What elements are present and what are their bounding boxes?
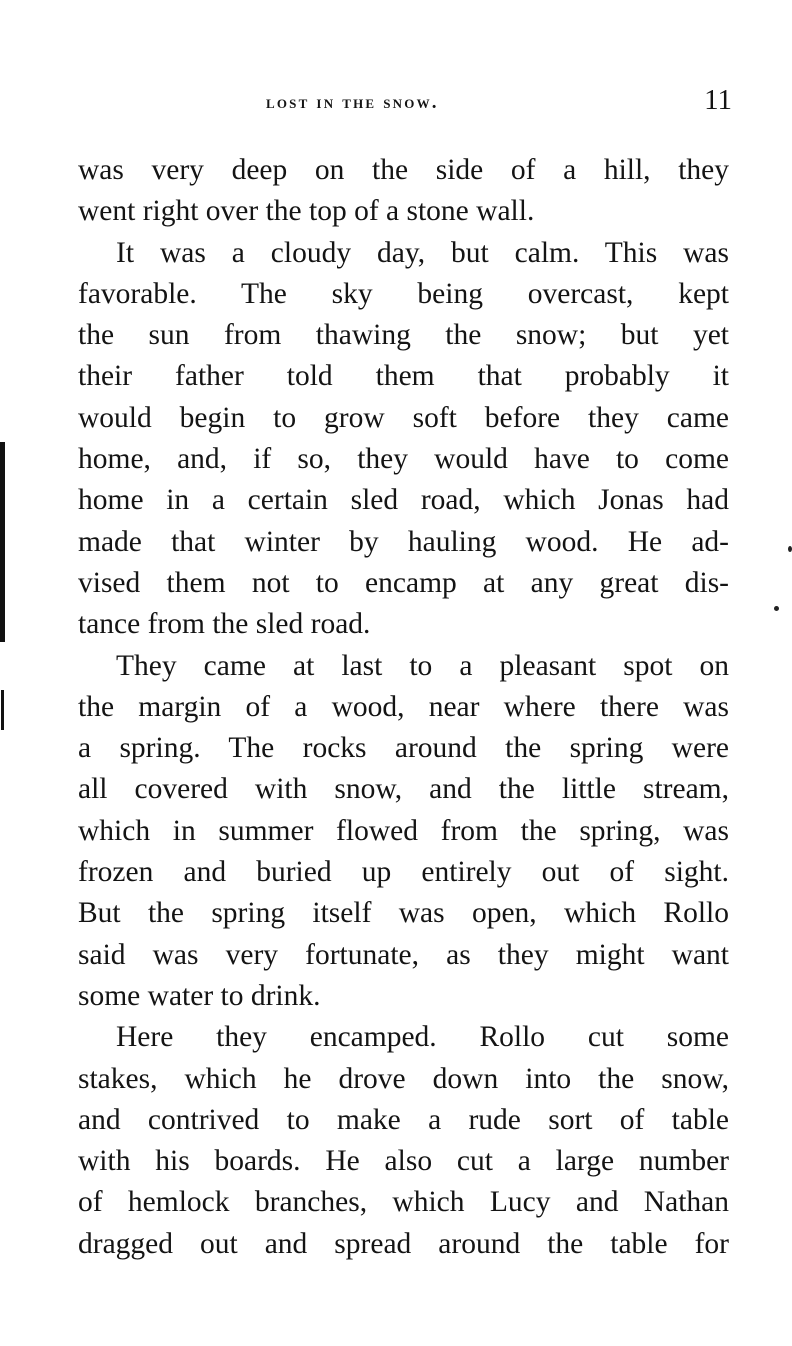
text-line: vised them not to encamp at any great dis- [78,566,729,599]
scan-speck [774,606,779,611]
text-line: But the spring itself was open, which Rollo [78,897,729,930]
text-line: a spring. The rocks around the spring were [78,732,729,765]
body-text [78,150,729,1265]
running-head [78,86,734,120]
scan-speck [788,546,792,552]
text-line: dragged out and spread around the table for [78,1227,729,1260]
text-line: the margin of a wood, near where there was [78,690,729,723]
running-title: lost in the snow. [266,92,439,113]
text-line: all covered with snow, and the little stream, [78,773,729,806]
text-line: which in summer flowed from the spring, was [78,814,729,847]
text-line: some water to drink. [78,979,321,1012]
text-line: home, and, if so, they would have to come [78,443,729,476]
text-line: was very deep on the side of a hill, they [78,154,729,186]
text-line: They came at last to a pleasant spot on [116,649,729,682]
page-number: 11 [704,84,732,116]
text-line: the sun from thawing the snow; but yet [78,319,729,352]
text-line: went right over the top of a stone wall. [78,195,535,228]
text-line: with his boards. He also cut a large number [78,1145,729,1178]
scan-edge-mark [1,690,4,730]
text-line: tance from the sled road. [78,608,371,641]
text-line: and contrived to make a rude sort of table [78,1103,729,1136]
text-line: stakes, which he drove down into the snow, [78,1062,729,1095]
text-line: favorable. The sky being overcast, kept [78,277,729,310]
text-line: made that winter by hauling wood. He ad- [78,525,729,558]
text-line: home in a certain sled road, which Jonas had [78,484,729,517]
text-line: Here they encamped. Rollo cut some [116,1021,729,1054]
text-line: their father told them that probably it [78,360,729,393]
scan-edge-mark [0,442,5,642]
text-line: said was very fortunate, as they might want [78,938,729,971]
text-line: It was a cloudy day, but calm. This was [116,236,729,269]
text-line: would begin to grow soft before they came [78,401,729,434]
text-line: frozen and buried up entirely out of sight. [78,856,729,889]
text-line: of hemlock branches, which Lucy and Nathan [78,1186,729,1219]
